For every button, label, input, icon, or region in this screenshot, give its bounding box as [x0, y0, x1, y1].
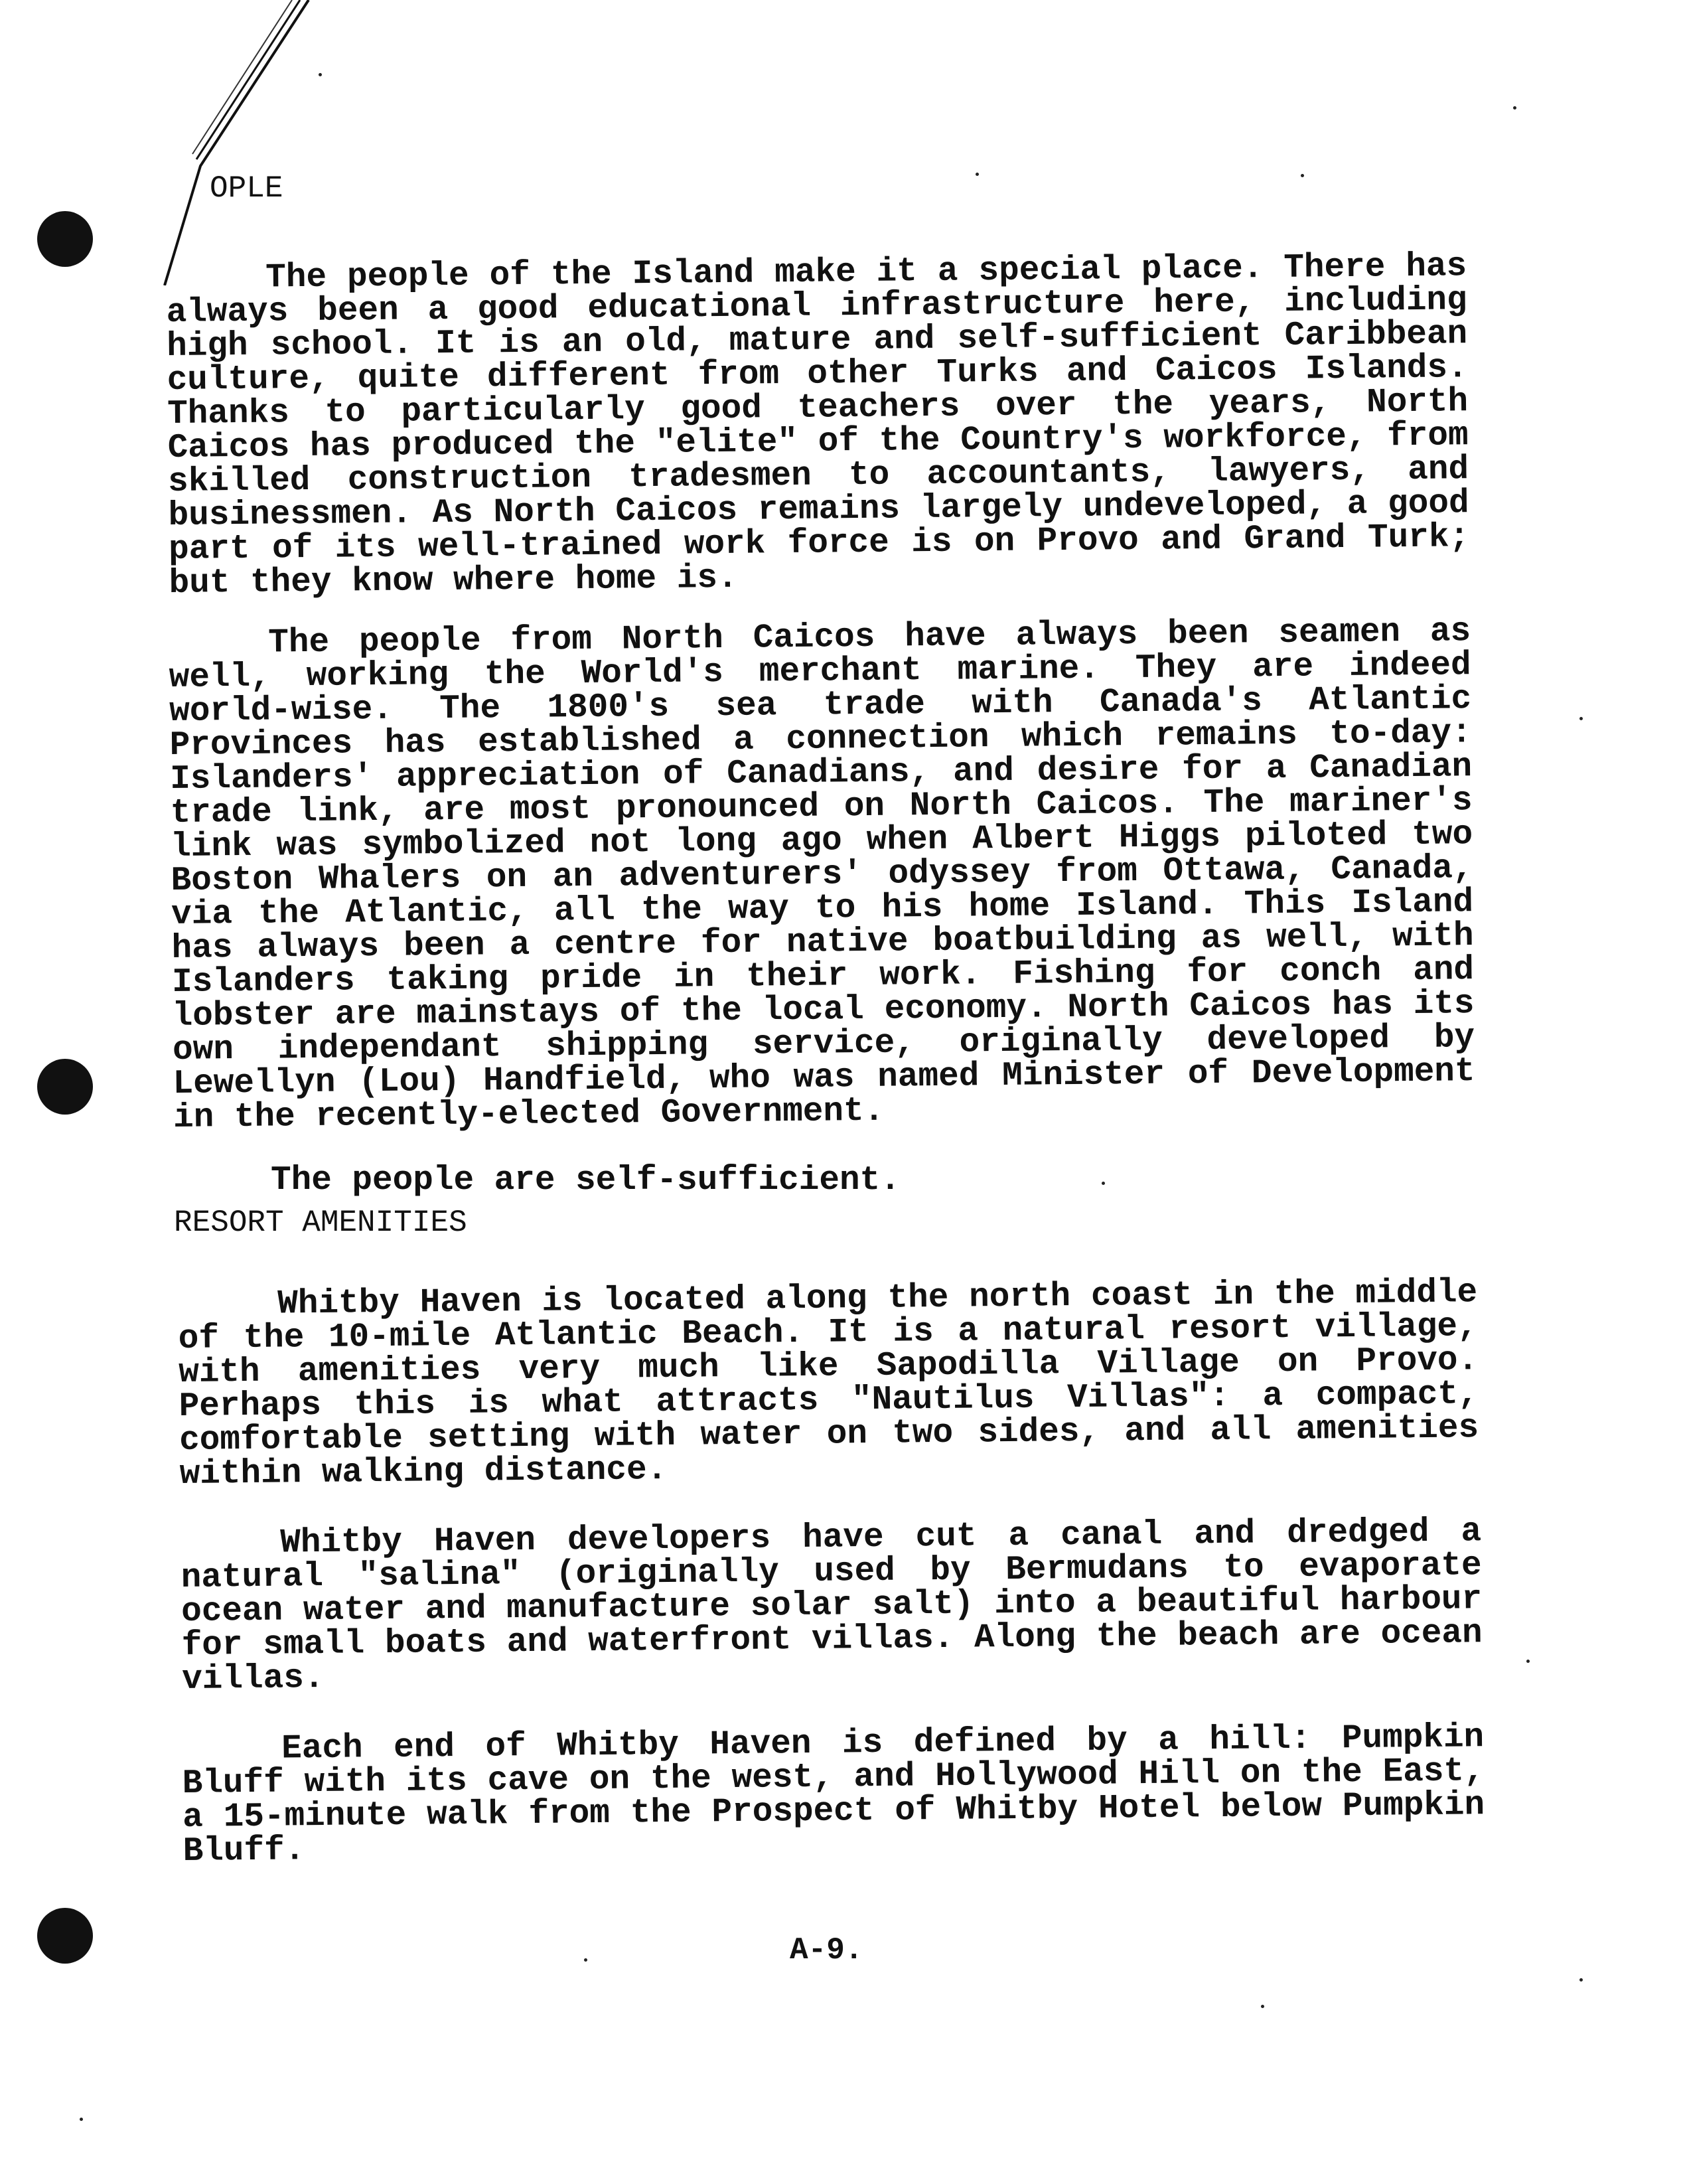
scan-speck — [1579, 1978, 1583, 1982]
binder-hole-top — [37, 211, 93, 267]
paragraph-people-education: The people of the Island make it a special place. There has always been a good educational infrastructure here, including high school. It is an old, mature and self-sufficient Caribbean culture, quite different from other Turks and Caicos Islands. Thanks to particularly good teachers over the years, North Caicos has produced the "elite" of the Country's workforce, from skilled construction tradesmen to accountants, lawyers, and businessmen. As North Caicos remains largely undeveloped, a good part of its well-trained work force is on Provo and Grand Turk; but they know where home is. — [166, 248, 1470, 603]
scan-speck — [319, 73, 322, 76]
section-heading-people: OPLE — [210, 171, 283, 206]
scan-speck — [1579, 717, 1583, 720]
scan-speck — [1526, 1660, 1530, 1663]
binder-hole-bottom — [37, 1908, 93, 1964]
scan-speck — [1261, 2005, 1264, 2008]
binder-hole-middle — [37, 1059, 93, 1115]
scan-speck — [1513, 106, 1516, 110]
paragraph-people-seamen: The people from North Caicos have always been seamen as well, working the World's merchant marine. They are indeed world-wise. The 1800's sea trade with Canada's Atlantic Provinces has established a connection which remains to-day: Islanders' appreciation of Canadians, and desire for a Canadian trade link, are most pronounced on North Caicos. The mariner's link was symbolized not long ago when Albert Higgs piloted two Boston Whalers on an adventurers' odyssey from Ottawa, Canada, via the Atlantic, all the way to his home Island. This Island has always been a centre for native boatbuilding as well, with Islanders taking pride in their work. Fishing for conch and lobster are mainstays of the local economy. North Caicos has its own independant shipping service, originally developed by Lewellyn (Lou) Handfield, who was named Minister of Development in the recently-elected Government. — [169, 613, 1475, 1137]
torn-corner-mark — [153, 0, 325, 285]
scan-speck — [976, 173, 979, 176]
page-number: A-9. — [790, 1933, 863, 1968]
scan-speck — [584, 1958, 587, 1962]
paragraph-whitby-hills: Each end of Whitby Haven is defined by a hill: Pumpkin Bluff with its cave on the west, and Hollywood Hill on the East, a 15-minute walk from the Prospect of Whitby Hotel below Pumpkin Bluff. — [182, 1719, 1485, 1871]
scan-speck — [1301, 174, 1304, 177]
paragraph-people-self-sufficient: The people are self-sufficient. — [271, 1162, 901, 1200]
scan-speck — [1102, 1182, 1105, 1185]
scan-speck — [80, 2118, 83, 2121]
paragraph-whitby-canal: Whitby Haven developers have cut a canal and dredged a natural "salina" (originally used by Bermudans to evaporate ocean water and manufacture solar salt) into a beautiful harbour for small boats and waterfront villas. Along the beach are ocean villas. — [181, 1513, 1483, 1699]
paragraph-whitby-location: Whitby Haven is located along the north coast in the middle of the 10-mile Atlantic Beach. It is a natural resort village, with amenities very much like Sapodilla Village on Provo. Perhaps this is what attracts "Nautilus Villas": a compact, comfortable setting with water on two sides, and all amenities within walking distance. — [178, 1274, 1479, 1494]
section-heading-resort-amenities: RESORT AMENITIES — [174, 1206, 467, 1240]
